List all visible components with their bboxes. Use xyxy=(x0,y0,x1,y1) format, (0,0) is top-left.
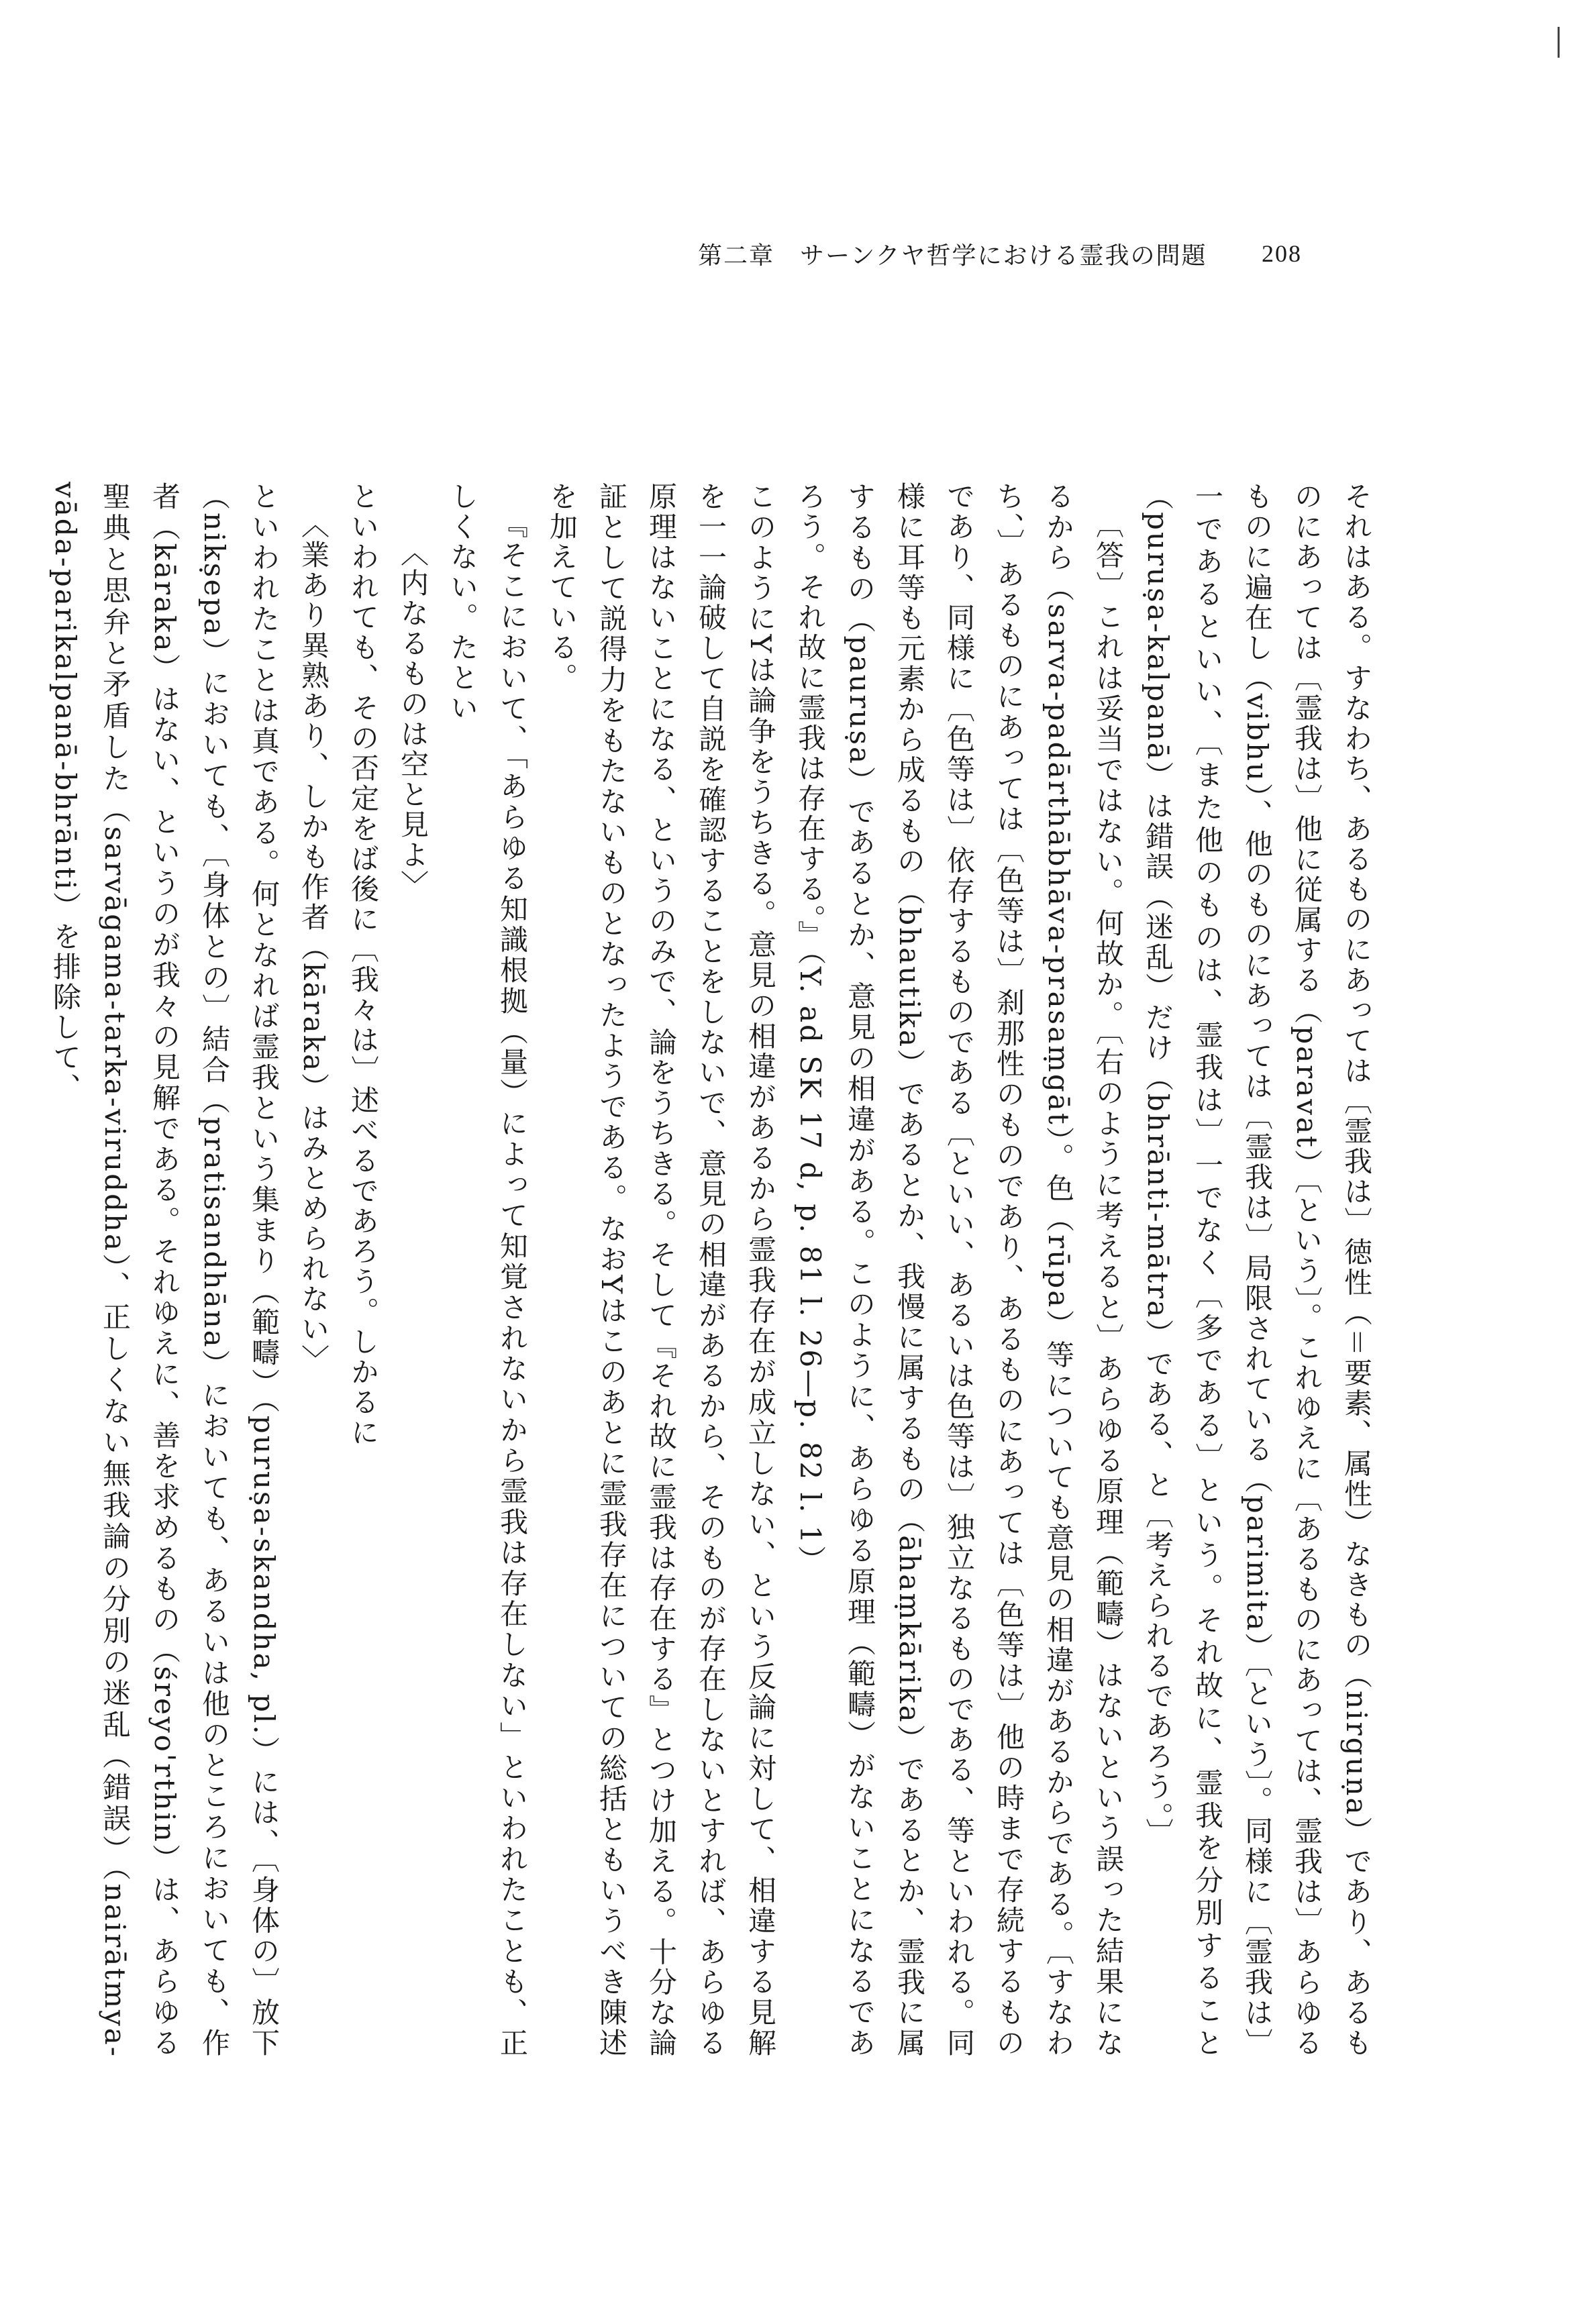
chapter-title: 第二章 サーンクヤ哲学における霊我の問題 xyxy=(698,242,1207,270)
paragraph: 『そこにおいて、「あらゆる知識根拠（量）によって知覚されないから霊我は存在しない」といわれたことも、正しくない。たとい xyxy=(446,482,529,2058)
body-text xyxy=(49,482,1381,2058)
paragraph: といわれても、その否定をば後に〔我々は〕述べるであろう。しかるに xyxy=(347,482,380,1448)
page-edge-mark xyxy=(1558,27,1560,58)
paragraph: それはある。すなわち、あるものにあっては〔霊我は〕徳性（＝要素、属性）なきもの（nirguṇa）であり、あるものにあっては〔霊我は〕他に従属する（paravat）〔という〕。これゆえに〔あるものにあっては、霊我は〕あらゆるものに遍在し（vibhu）、他のものにあっては〔霊我は〕局限されている（parimita）〔という〕。同様に〔霊我は〕一であるといい、〔また他のものは、霊我は〕一でなく〔多である〕という。それ故に、霊我を分別すること（puruṣa-kalpanā）は錯誤（迷乱）だけ（bhrānti-mātra）である、と〔考えられるであろう。〕 xyxy=(1142,482,1373,2058)
quotation-verse: 〈業あり異熟あり、しかも作者（kāraka）はみとめられない〉 xyxy=(297,510,330,1375)
paragraph: このようにYは論争をうちきる。意見の相違があるから霊我存在が成立しない、という反論に対して、相違する見解を一一論破して自説を確認することをしないで、意見の相違があるから、そのものが存在しないとすれば、あらゆる原理はないことになる、というのみで、論をうちきる。そして『それ故に霊我は存在する』とつけ加える。十分な論証として説得力をもたないものとなったようである。なおYはこのあとに霊我存在についての総括ともいうべき陳述を加えている。 xyxy=(546,482,777,2058)
running-header xyxy=(698,233,1302,274)
paragraph: といわれたことは真である。何となれば霊我という集まり（範疇）（puruṣa-skandha, pl.）には、〔身体の〕放下（nikṣepa）においても、〔身体との〕結合（pratisandhāna）においても、あるいは他のところにおいても、作者（kāraka）はない、というのが我々の見解である。それゆえに、善を求めるもの（śreyo'rthin）は、あらゆる聖典と思弁と矛盾した（sarvāgama-tarka-viruddha）、正しくない無我論の分別の迷乱（錯誤）（nairātmya-vāda-parikalpanā-bhrānti）を排除して、 xyxy=(49,482,281,2058)
page-number: 208 xyxy=(1262,240,1302,267)
paragraph: 〔答〕これは妥当ではない。何故か。〔右のように考えると〕あらゆる原理（範疇）はないという誤った結果になるから（sarva-padārthābhāva-prasaṃgāt）。色（rūpa）等についても意見の相違があるからである。〔すなわち、〕あるものにあっては〔色等は〕刹那性のものであり、あるものにあっては〔色等は〕他の時まで存続するものであり、同様に〔色等は〕依存するものである〔といい、あるいは色等は〕独立なるものである、等といわれる。同様に耳等も元素から成るもの（bhautika）であるとか、我慢に属するもの（āhaṃkārika）であるとか、霊我に属するもの（pauruṣa）であるとか、意見の相違がある。このように、あらゆる原理（範疇）がないことになるであろう。それ故に霊我は存在する。』（Y. ad SK 17 d, p. 81 l. 26—p. 82 l. 1） xyxy=(794,482,1125,2058)
quotation-verse: 〈内なるものは空と見よ〉 xyxy=(397,538,429,900)
